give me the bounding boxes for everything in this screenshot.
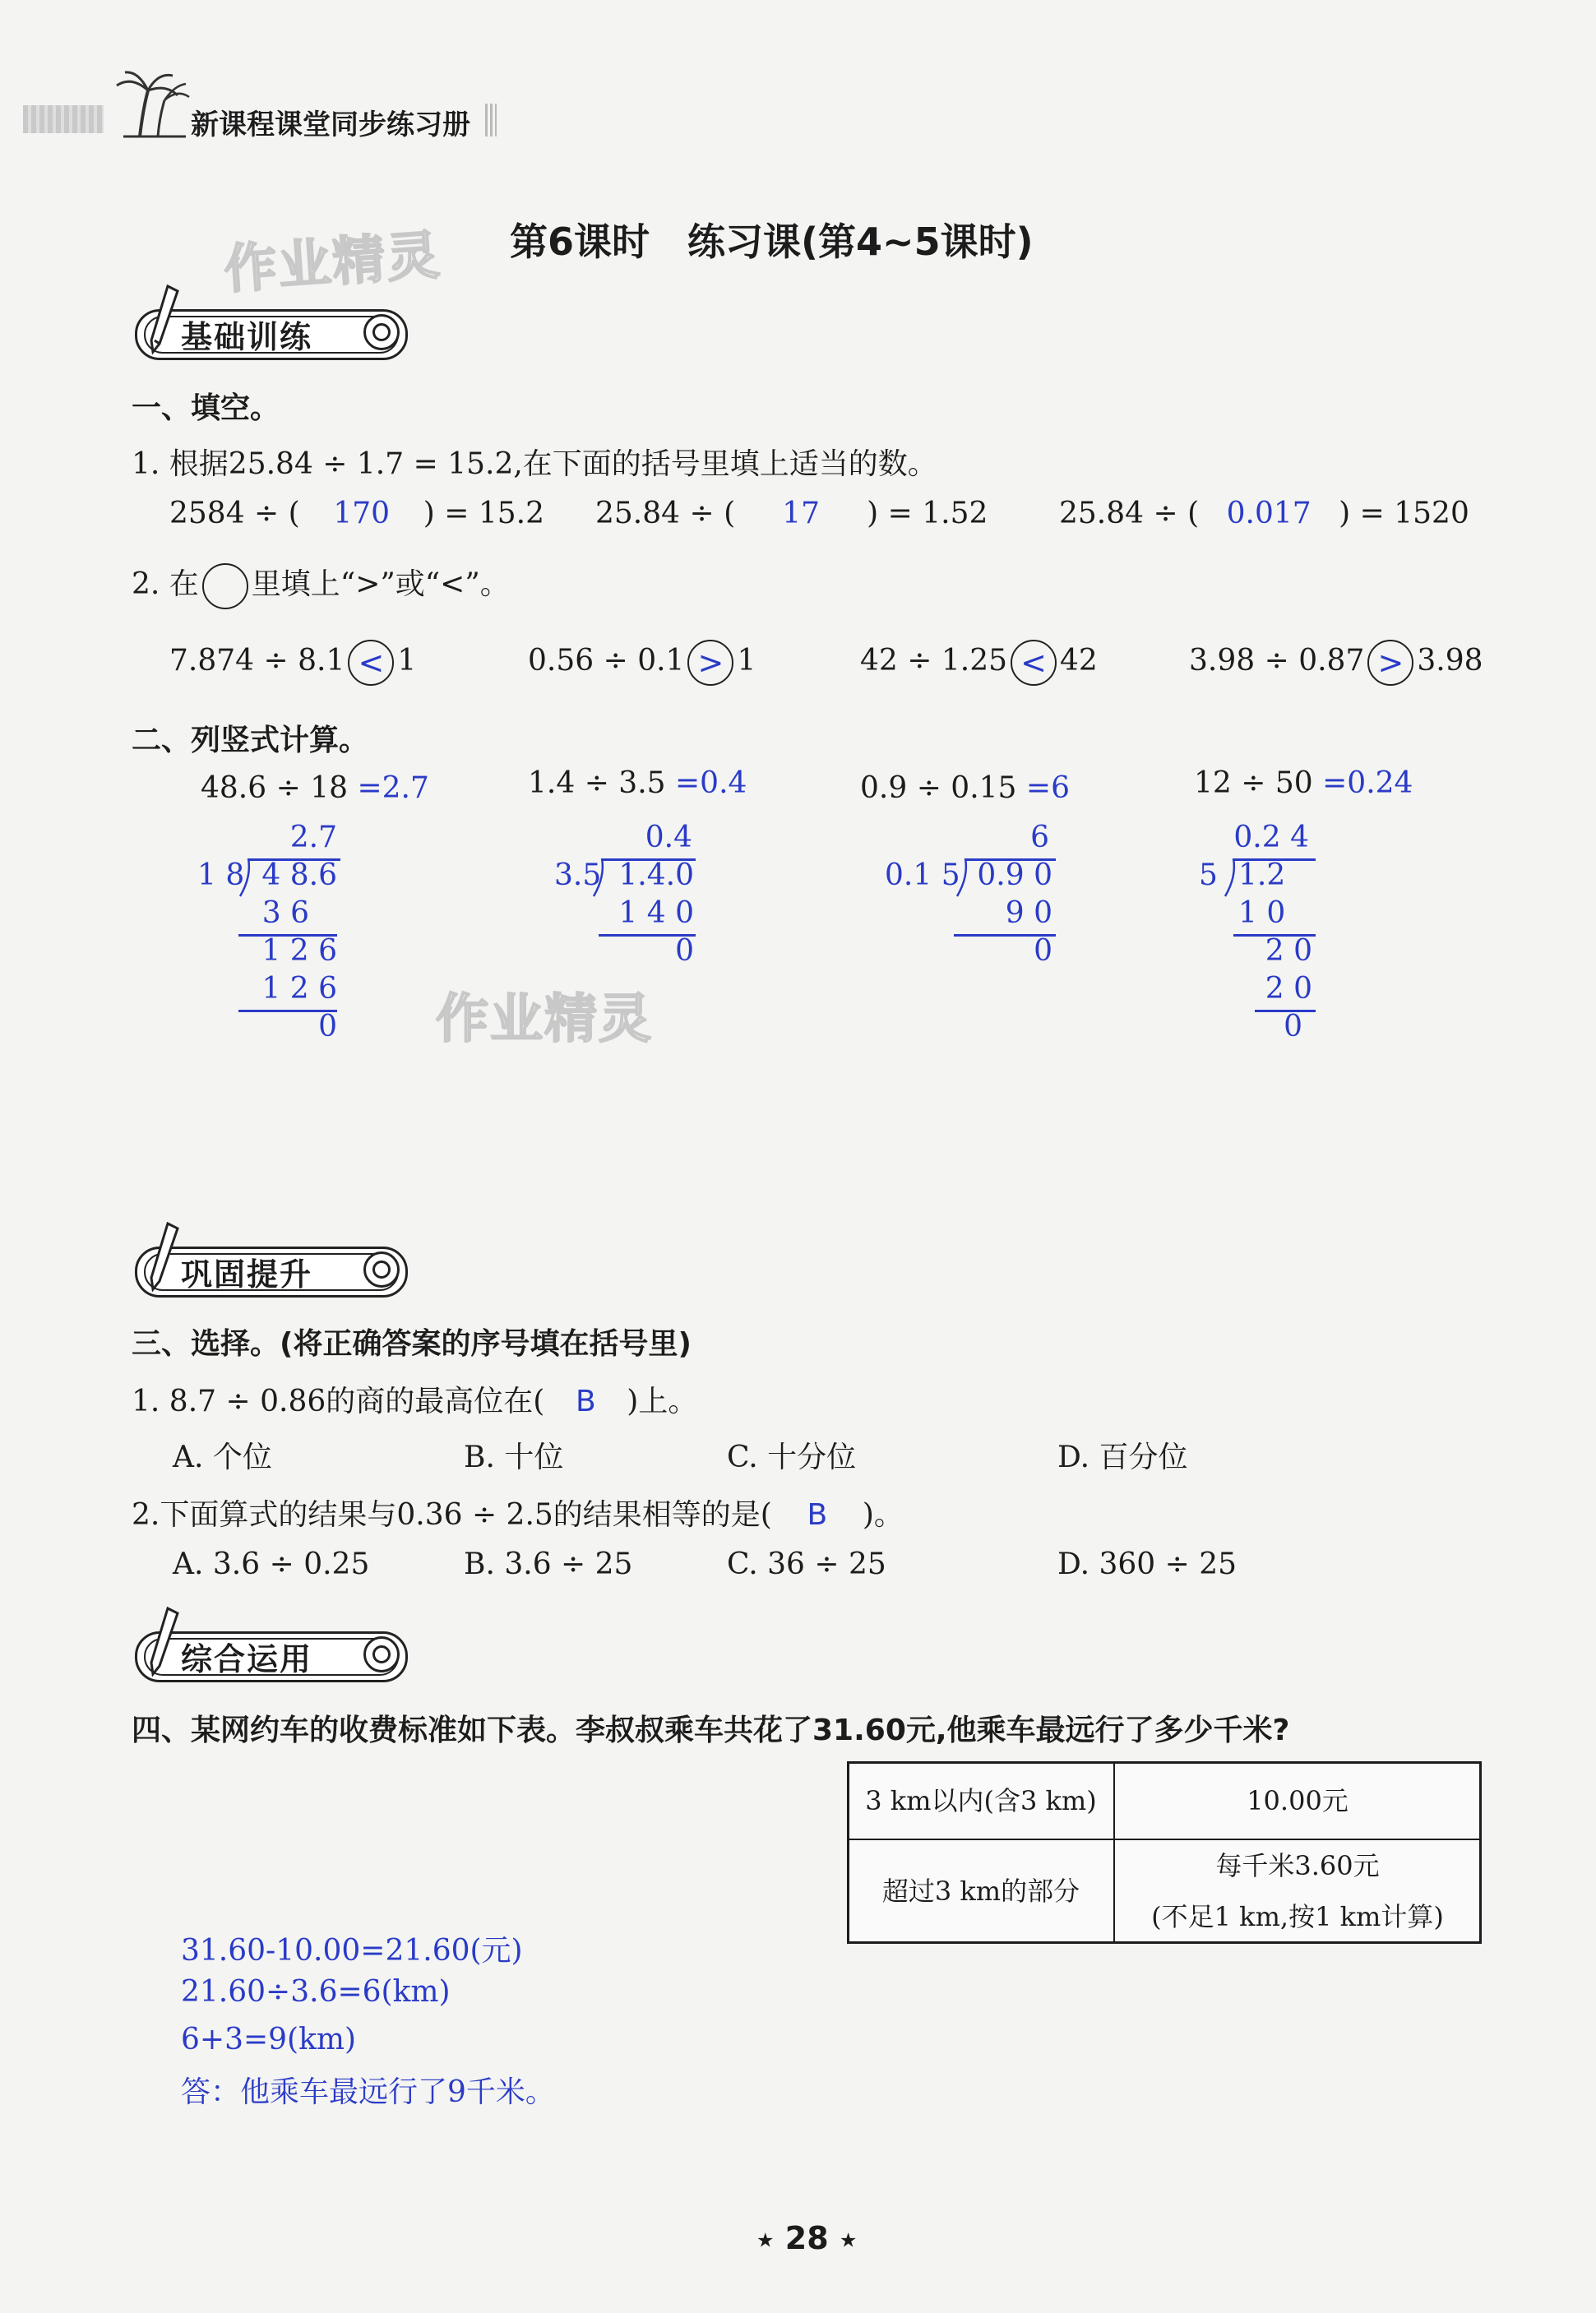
choice-q2-option: B. 3.6 ÷ 25: [464, 1547, 633, 1581]
choice-q2-option: C. 36 ÷ 25: [727, 1547, 886, 1581]
dividend: 4 8.6: [261, 858, 337, 892]
pencil-icon: [143, 283, 184, 357]
vertical-problem-4: 12 ÷ 50 =0.24: [1194, 766, 1413, 800]
q2-item-2: 0.56 ÷ 0.1 > 1: [528, 640, 756, 686]
badge-label: 基础训练: [181, 319, 313, 355]
divisor: 3.5: [554, 858, 602, 892]
answer: B: [807, 1498, 828, 1532]
step: 2 0: [1265, 972, 1312, 1006]
q2-item-1: 7.874 ÷ 8.1 < 1: [169, 640, 416, 686]
step: 0: [675, 934, 694, 968]
step: 1 2 6: [261, 972, 337, 1006]
step: 3 6: [261, 896, 309, 930]
part4-heading: 四、某网约车的收费标准如下表。李叔叔乘车共花了31.60元,他乘车最远行了多少千米?: [132, 1714, 1290, 1747]
ring-icon: [363, 1251, 400, 1288]
choice-q1-option: A. 个位: [173, 1441, 272, 1474]
step: 2 0: [1265, 934, 1312, 968]
step: 1 4 0: [618, 896, 694, 930]
choice-q2-option: A. 3.6 ÷ 0.25: [173, 1547, 370, 1581]
header-decoration: [23, 105, 104, 133]
step: 1 2 6: [261, 934, 337, 968]
vertical-problem-2: 1.4 ÷ 3.5 =0.4: [528, 766, 747, 800]
ring-icon: [363, 314, 400, 350]
step: 1 0: [1238, 896, 1286, 930]
badge-label: 综合运用: [181, 1641, 313, 1677]
q2-item-3: 42 ÷ 1.25 < 42: [860, 640, 1098, 686]
step: 0: [318, 1010, 337, 1043]
q2-stem: 2. 在 里填上“>”或“<”。: [132, 561, 510, 609]
q2-item-4: 3.98 ÷ 0.87 > 3.98: [1189, 640, 1483, 686]
star-icon: ★: [756, 2228, 775, 2252]
star-icon: ★: [839, 2228, 858, 2252]
watermark: 作业精灵: [436, 989, 653, 1050]
answer: 170: [333, 497, 391, 530]
part3-heading: 三、选择。(将正确答案的序号填在括号里): [132, 1327, 692, 1361]
table-cell: 3 km以内(含3 km): [847, 1761, 1115, 1840]
dividend: 1.4.0: [618, 858, 694, 892]
choice-q1-option: C. 十分位: [727, 1441, 857, 1474]
part1-heading: 一、填空。: [132, 391, 280, 425]
choice-q1-option: B. 十位: [464, 1441, 564, 1474]
book-title: 新课程课堂同步练习册: [191, 109, 470, 141]
dividend: 1.2: [1238, 858, 1286, 892]
answer: B: [575, 1385, 596, 1418]
quotient: 2.7: [289, 821, 337, 854]
answer: 17: [782, 497, 821, 530]
quotient: 6: [1030, 821, 1049, 854]
pencil-icon: [143, 1605, 184, 1679]
solution-answer: 答：他乘车最远行了9千米。: [181, 2075, 555, 2109]
table-cell: 超过3 km的部分: [847, 1839, 1115, 1944]
watermark: 作业精灵: [222, 224, 443, 302]
blank-circle: [202, 563, 248, 609]
q1-item-1: 2584 ÷ ( 170 ) = 15.2: [169, 497, 544, 530]
choice-q2-stem: 2.下面算式的结果与0.36 ÷ 2.5的结果相等的是( B )。: [132, 1498, 904, 1532]
solution-line: 21.60÷3.6=6(km): [181, 1975, 451, 2009]
choice-q1-option: D. 百分位: [1057, 1441, 1188, 1474]
answer-circle: <: [348, 640, 394, 686]
header-bars-decoration: [485, 104, 497, 136]
answer-circle: <: [1011, 640, 1057, 686]
part2-heading: 二、列竖式计算。: [132, 724, 369, 757]
quotient: 0.2 4: [1233, 821, 1309, 854]
section-badge-comprehensive: [123, 1628, 419, 1679]
solution-line: 6+3=9(km): [181, 2023, 357, 2056]
choice-q1-stem: 1. 8.7 ÷ 0.86的商的最高位在( B )上。: [132, 1385, 698, 1418]
table-cell: 10.00元: [1113, 1761, 1482, 1840]
divisor: 5: [1199, 858, 1218, 892]
answer: 0.017: [1226, 497, 1311, 530]
palm-tree-icon: [107, 67, 197, 138]
step: 0: [1284, 1010, 1302, 1043]
solution-line: 31.60-10.00=21.60(元): [181, 1934, 523, 1968]
page-title: 第6课时 练习课(第4~5课时): [510, 220, 1034, 264]
q1-item-3: 25.84 ÷ ( 0.017 ) = 1520: [1059, 497, 1469, 530]
choice-q2-option: D. 360 ÷ 25: [1057, 1547, 1237, 1581]
ring-icon: [363, 1636, 400, 1672]
page-number: ★ 28 ★: [756, 2220, 858, 2256]
answer-circle: >: [1367, 640, 1413, 686]
divisor: 0.1 5: [885, 858, 960, 892]
badge-label: 巩固提升: [181, 1256, 313, 1293]
table-cell: 每千米3.60元 (不足1 km,按1 km计算): [1113, 1839, 1482, 1944]
vertical-problem-3: 0.9 ÷ 0.15 =6: [860, 771, 1070, 805]
section-badge-basic: [123, 306, 419, 357]
dividend: 0.9 0: [977, 858, 1052, 892]
q1-stem: 1. 根据25.84 ÷ 1.7 = 15.2,在下面的括号里填上适当的数。: [132, 447, 937, 481]
pencil-icon: [143, 1220, 184, 1294]
divisor: 1 8: [197, 858, 245, 892]
vertical-problem-1: 48.6 ÷ 18 =2.7: [201, 771, 429, 805]
step: 0: [1034, 934, 1052, 968]
q1-item-2: 25.84 ÷ ( 17 ) = 1.52: [595, 497, 988, 530]
step: 9 0: [1005, 896, 1052, 930]
section-badge-consolidate: [123, 1243, 419, 1294]
answer-circle: >: [687, 640, 733, 686]
quotient: 0.4: [645, 821, 692, 854]
